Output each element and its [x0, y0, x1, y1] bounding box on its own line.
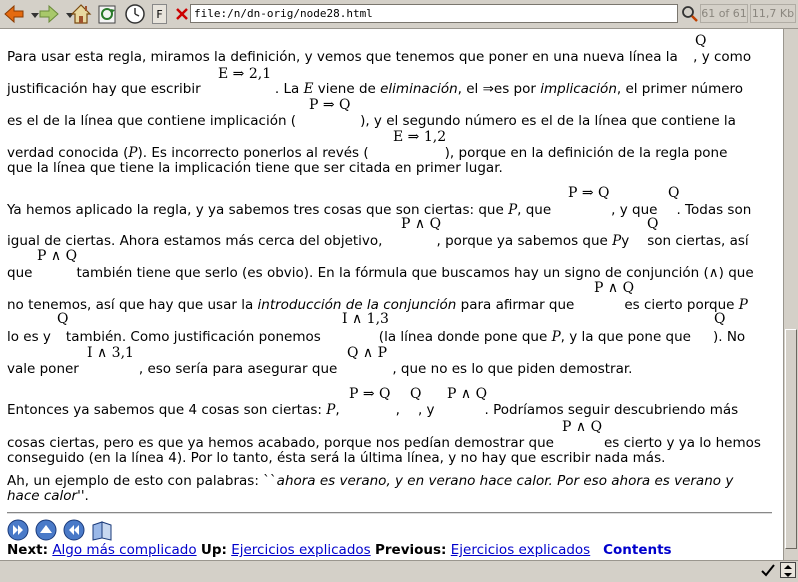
math-e: E	[303, 81, 314, 97]
text-segment: cosas ciertas, pero es que ya hemos acabado, porque nos pedían demostrar que	[7, 435, 554, 451]
math-q-and-p: Q ∧ P	[347, 345, 388, 361]
text-line	[7, 265, 754, 281]
text-segment: vale poner	[7, 361, 79, 377]
text-segment: que	[7, 265, 33, 281]
text-line: que la línea que tiene la implicación tiene que ser citada en primer lugar.	[7, 160, 503, 176]
math-e-impl-21: E ⇒ 2,1	[218, 66, 272, 82]
up-label: Up:	[200, 542, 227, 558]
math-p-and-q: P ∧ Q	[447, 386, 488, 402]
up-link[interactable]: Ejercicios explicados	[231, 542, 371, 558]
text-segment: ), porque en la definición de la regla pone	[444, 145, 728, 161]
previous-link[interactable]: Ejercicios explicados	[450, 542, 591, 558]
math-p: P	[128, 145, 138, 161]
math-q-superscript: Q	[668, 185, 680, 201]
browser-toolbar	[0, 0, 798, 29]
next-link[interactable]: Algo más complicado	[52, 542, 197, 558]
text-segment: ) que	[718, 265, 754, 281]
math-p-and-q: P ∧ Q	[594, 280, 635, 296]
text-segment: también tiene que serlo (es obvio). En la fórmula que buscamos hay un signo de conjunción (	[76, 265, 709, 281]
math-p-impl-q: P ⇒ Q	[349, 386, 391, 402]
text-line	[7, 329, 745, 345]
text-segment: ,	[395, 402, 400, 418]
resize-icon[interactable]	[780, 562, 796, 578]
text-segment: son ciertas, así	[647, 233, 749, 249]
math-i-and-31: I ∧ 3,1	[87, 345, 134, 361]
math-p-impl-q: P ⇒ Q	[568, 185, 610, 201]
back-history-dropdown-icon[interactable]	[24, 3, 34, 25]
text-segment: para afirmar que	[456, 297, 575, 313]
math-i-and-13: I ∧ 1,3	[342, 311, 389, 327]
math-p: P	[612, 233, 622, 249]
text-segment: , que no es lo que piden demostrar.	[392, 361, 633, 377]
next-page-icon[interactable]	[7, 519, 29, 541]
text-segment: ''.	[77, 488, 89, 504]
back-arrow-icon[interactable]	[3, 3, 25, 25]
text-segment: , y la que pone que	[560, 329, 691, 345]
navigation-links	[7, 542, 672, 558]
math-e-impl-12: E ⇒ 1,2	[393, 129, 447, 145]
text-line	[7, 113, 736, 129]
previous-page-icon[interactable]	[63, 519, 85, 541]
text-line	[7, 488, 89, 504]
text-line	[7, 202, 751, 218]
math-p: P	[508, 202, 518, 218]
math-q-superscript: Q	[714, 311, 726, 327]
math-implication-symbol: ⇒	[482, 81, 494, 97]
text-segment: . Podríamos seguir descubriendo más	[484, 402, 739, 418]
math-p-and-q: P ∧ Q	[562, 419, 603, 435]
stop-close-icon[interactable]	[171, 3, 187, 25]
text-segment: eliminación	[380, 81, 458, 97]
text-segment: Ya hemos aplicado la regla, y ya sabemos tres cosas que son ciertas: que	[7, 202, 509, 218]
text-segment: es el de la línea que contiene implicación (	[7, 113, 297, 129]
math-p: P	[738, 297, 748, 313]
text-segment: , y que	[611, 202, 658, 218]
contents-link[interactable]: Contents	[603, 542, 672, 558]
scrollbar-thumb[interactable]	[785, 329, 797, 549]
text-segment: verdad conocida (	[7, 145, 129, 161]
url-input[interactable]: file:/n/dn-orig/node28.html	[190, 4, 678, 23]
text-line	[7, 81, 743, 97]
text-segment: ), y el segundo número es el de la línea que contiene la	[360, 113, 736, 129]
text-segment: justificación hay que escribir	[7, 81, 205, 97]
text-segment: Entonces ya sabemos que 4 cosas son ciertas:	[7, 402, 327, 418]
math-p: P	[551, 329, 561, 345]
math-p-impl-q: P ⇒ Q	[309, 97, 351, 113]
home-icon[interactable]	[70, 3, 92, 25]
math-q-superscript: Q	[647, 216, 659, 232]
reload-icon[interactable]	[97, 3, 119, 25]
text-segment: también. Como justificación ponemos	[65, 329, 321, 345]
next-label: Next:	[7, 542, 49, 558]
text-segment: , y como	[693, 49, 752, 65]
text-line	[7, 435, 761, 451]
up-page-icon[interactable]	[35, 519, 57, 541]
text-segment: ,	[335, 402, 340, 418]
search-icon[interactable]	[681, 4, 699, 23]
previous-label: Previous:	[374, 542, 447, 558]
text-segment: Ah, un ejemplo de esto con palabras: ``	[7, 473, 277, 489]
status-bar	[0, 560, 798, 580]
text-segment: hace calor	[7, 488, 78, 504]
math-p: P	[326, 402, 336, 418]
math-q-superscript: Q	[695, 33, 707, 49]
text-segment: y	[621, 233, 630, 249]
math-p-and-q: P ∧ Q	[401, 216, 442, 232]
text-segment: no tenemos, así que hay que usar la	[7, 297, 258, 313]
text-segment: , el	[457, 81, 483, 97]
page-count-readout: 61 of 61	[700, 4, 748, 23]
text-segment: ). No	[712, 329, 746, 345]
text-segment: , porque ya sabemos que	[436, 233, 613, 249]
document-content	[0, 29, 783, 560]
text-segment: Para usar esta regla, miramos la definición, y vemos que tenemos que poner en una nueva línea la	[7, 49, 683, 65]
text-segment: introducción de la conjunción	[257, 297, 457, 313]
math-p-and-q: P ∧ Q	[37, 248, 78, 264]
math-q-superscript: Q	[410, 386, 422, 402]
text-segment: ). Es incorrecto ponerlos al revés (	[137, 145, 369, 161]
text-line	[7, 473, 733, 489]
text-segment: , el primer número	[616, 81, 744, 97]
text-segment: igual de ciertas. Ahora estamos más cerca del objetivo,	[7, 233, 383, 249]
forward-history-dropdown-icon[interactable]	[59, 3, 69, 25]
forward-arrow-icon[interactable]	[38, 3, 60, 25]
text-segment: lo es y	[7, 329, 51, 345]
text-line	[7, 402, 738, 418]
text-segment: , y	[417, 402, 435, 418]
text-segment: , que	[517, 202, 552, 218]
text-segment: es cierto y ya lo hemos	[603, 435, 761, 451]
horizontal-divider	[7, 512, 772, 514]
text-line: conseguido (en la línea 4). Por lo tanto, ésta será la última línea, y no hay que escribir nada más.	[7, 450, 666, 466]
text-segment: (la línea donde pone que	[378, 329, 552, 345]
text-line	[7, 361, 632, 377]
text-segment: viene de	[317, 81, 381, 97]
text-segment: implicación	[540, 81, 617, 97]
text-line	[7, 233, 749, 249]
text-segment: es cierto porque	[624, 297, 739, 313]
text-segment: , eso sería para asegurar que	[138, 361, 338, 377]
text-line	[7, 49, 751, 65]
text-line	[7, 145, 727, 161]
text-segment: es por	[493, 81, 541, 97]
history-clock-icon[interactable]	[124, 3, 146, 25]
contents-book-icon[interactable]	[91, 519, 113, 541]
text-segment: . Todas son	[676, 202, 752, 218]
text-segment: . La	[274, 81, 304, 97]
text-segment: ahora es verano, y en verano hace calor. Por eso ahora es verano y	[276, 473, 734, 489]
math-q-superscript: Q	[57, 311, 69, 327]
font-toggle-button[interactable]: F	[152, 4, 167, 24]
math-and-symbol: ∧	[708, 265, 719, 281]
vertical-scrollbar[interactable]	[783, 29, 798, 560]
checkmark-icon[interactable]	[760, 563, 776, 578]
page-size-readout: 11,7 Kb	[750, 4, 796, 23]
